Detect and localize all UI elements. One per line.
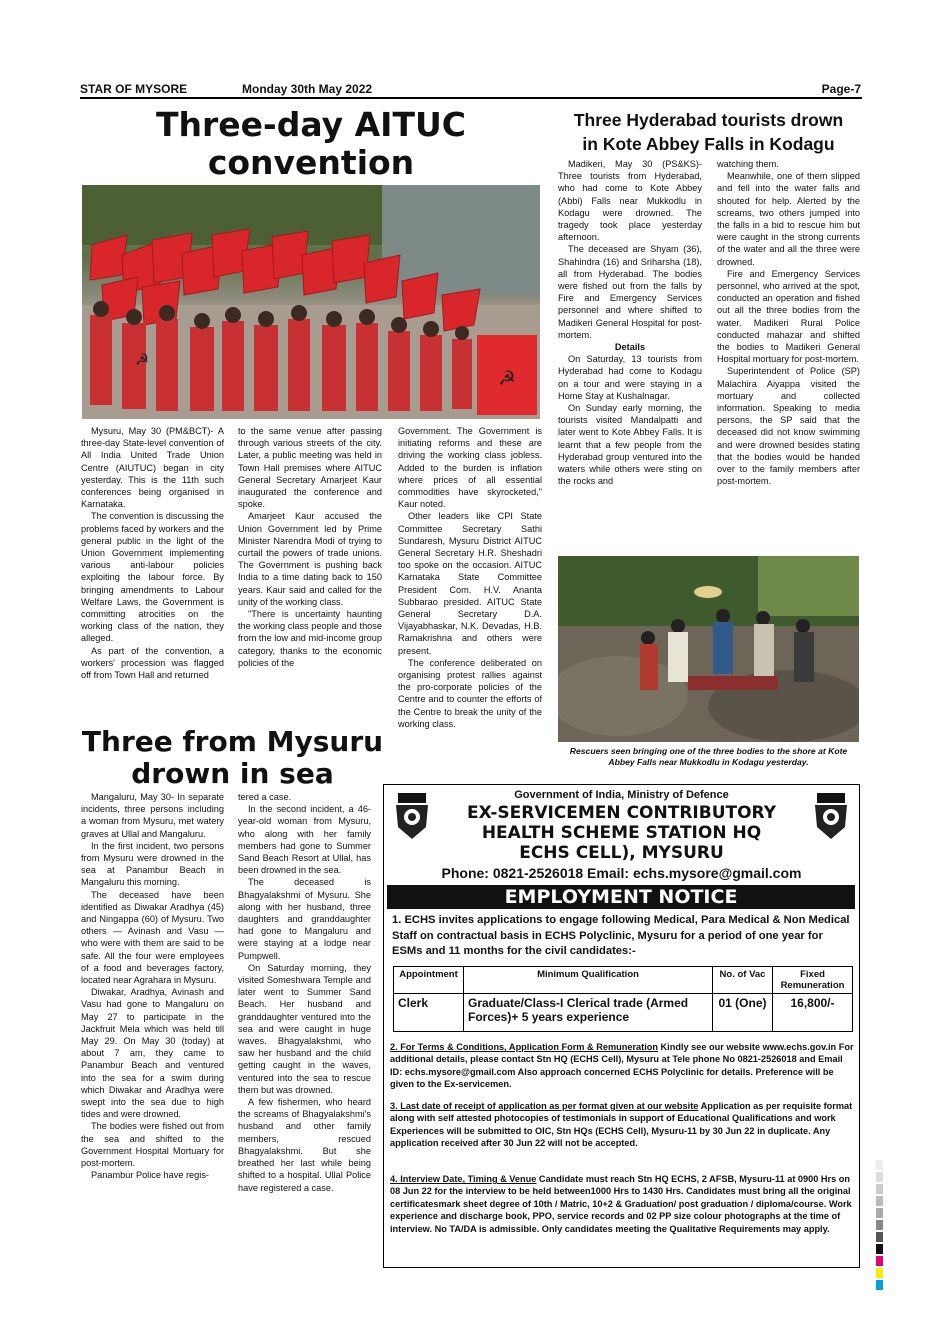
rescue-photo-caption <box>558 746 859 768</box>
article2-paragraph: The deceased is Bhagyalakshmi of Mysuru. She along with her husband, three daughters and granddaughter had gone to Mangaluru and were staying at a lodge near Pumpwell. <box>238 877 371 961</box>
article1-paragraph: Mysuru, May 30 (PM&BCT)- A three-day State-level convention of All India United Trade Union Centre (AIUTUC) began in city yesterday. This is the 11th such conferences being organised in Karnataka. <box>81 426 224 510</box>
procession-illustration <box>82 185 540 419</box>
article1-paragraph: The convention is discussing the problems faced by workers and the general public in the light of the Union Government implementing various anti-labour policies exploiting the labour force. By bringing amendments to Labour Welfare Laws, the Government is committing atrocities on the working class of the nation, they alleged. <box>81 511 224 644</box>
svg-text:☭: ☭ <box>134 352 150 369</box>
ad-point-text: Kindly see our website www.echs.gov.in For additional details, please contact Stn HQ (ECHS Cell), Mysuru at Tele phone No 0821-2526018 and Email ID: echs.mysore@gmail.com Also approach concerned ECHS Polyclinic for details. Preference will be given to the Ex-servicemen. <box>390 1042 854 1090</box>
article2-paragraph: In the first incident, two persons from Mysuru were drowned in the sea at Panambur Beach in Mangaluru this morning. <box>81 840 224 888</box>
article3-paragraph: On Saturday, 13 tourists from Hyderabad had come to Kodagu on a tour and were staying in a Home Stay at Kushalnagar. <box>558 354 702 401</box>
article2-headline-line1: Three from Mysuru <box>81 725 384 758</box>
article3-headline-line2: in Kote Abbey Falls in Kodagu <box>582 134 835 154</box>
newspaper-name: STAR OF MYSORE <box>80 82 188 96</box>
article1-column3 <box>398 425 542 777</box>
registration-mark <box>876 1280 883 1290</box>
article1-paragraph: Government. The Government is initiating reforms and these are driving the working class jobless. Added to the burden is inflation where prices of all essential commodities have skyrocketed," Kaur noted. <box>398 426 542 510</box>
header-rule <box>80 97 862 99</box>
article3-column1 <box>558 158 702 550</box>
caption-line: Abbey Falls near Mukkodlu in Kodagu yesterday. <box>608 757 809 767</box>
ad-point-4 <box>390 1173 854 1235</box>
article2-headline <box>80 726 385 790</box>
article3-subhead: Details <box>614 342 646 353</box>
ad-point-lead: 2. For Terms & Conditions, Application Form & Remuneration <box>390 1042 658 1052</box>
ad-title <box>384 803 859 863</box>
registration-mark <box>876 1160 883 1170</box>
article1-column1 <box>81 425 224 721</box>
article2-paragraph: tered a case. <box>238 792 292 802</box>
article2-column1 <box>81 791 224 1269</box>
registration-mark <box>876 1184 883 1194</box>
article1-paragraph: Amarjeet Kaur accused the Union Government led by Prime Minister Narendra Modi of trying to curtail the powers of trade unions. The Government is pushing back India to a time dating back to 150 years. Kaur said and called for the unity of the working class. <box>238 511 382 607</box>
registration-mark <box>876 1268 883 1278</box>
table-cell: 01 (One) <box>713 994 773 1032</box>
article1-paragraph: As part of the convention, a workers' procession was flagged off from Town Hall and returned <box>81 645 224 681</box>
ad-point-lead: 4. Interview Date, Timing & Venue <box>390 1174 537 1184</box>
table-header: No. of Vac <box>713 967 773 994</box>
ad-point-2 <box>390 1041 854 1091</box>
article2-paragraph: Panambur Police have regis- <box>91 1170 209 1181</box>
rescue-illustration <box>558 556 859 742</box>
article2-headline-line2: drown in sea <box>131 757 334 790</box>
ad-org: Government of India, Ministry of Defence <box>514 789 729 801</box>
ad-intro: 1. ECHS invites applications to engage following Medical, Para Medical & Non Medical Staff on contractual basis in ECHS Polyclinic, Mysuru for a period of one year for ESMs and 11 months for the civil candidates:- <box>392 914 850 957</box>
ad-point-text: Candidate must reach Stn HQ ECHS, 2 AFSB, Mysuru-11 at 0900 Hrs on 08 Jun 22 for the interview to be held between1000 Hrs to 1430 Hrs. Candidates must bring all the original certificatesmark sheet degree of 10th / Matric, 10+2 & Graduation/ post graduation / diploma/course. Work experience and discharge book, PPO, service records and 02 PP size colour photographs at the time of interview. No TA/DA is admissible. Only candidates meeting the Qualitative Requirements may apply. <box>390 1174 852 1234</box>
registration-mark <box>876 1244 883 1254</box>
registration-mark <box>876 1220 883 1230</box>
article3-paragraph: The deceased are Shyam (36), Shahindra (16) and Sriharsha (18), all from Hyderabad. The bodies were fished out from the falls by Fire and Emergency Services personnel and where shifted to Madikeri General Hospital for post-mortem. <box>558 244 702 340</box>
article3-column2 <box>717 158 860 550</box>
article3-paragraph: Superintendent of Police (SP) Malachira Aiyappa visited the mortuary and collected information. Speaking to media persons, the SP said that the deceased did not know swimming and were drowned besides stating that the bodies would be handed over to the family members after post-mortem. <box>717 366 860 487</box>
registration-mark <box>876 1172 883 1182</box>
registration-mark <box>876 1208 883 1218</box>
article3-paragraph: On Sunday early morning, the tourists visited Mandalpatti and later went to Kote Abbey Falls. It is learnt that a few people from the Hyderabad group ventured into the waters while others were sting on the rocks and <box>558 403 702 487</box>
article1-headline-line1: Three-day AITUC convention <box>156 105 466 182</box>
article2-paragraph: Mangaluru, May 30- In separate incidents, three persons including a woman from Mysuru, met watery graves at Ullal and Mangaluru. <box>81 792 224 839</box>
article2-paragraph: A few fishermen, who heard the screams of Bhagyalakshmi's husband and other family members, rescued Bhagyalakshmi. But she breathed her last while being shifted to a hospital. Ullal Police have registered a case. <box>238 1097 371 1193</box>
rescue-photo <box>558 556 859 742</box>
article2-paragraph: The deceased have been identified as Diwakar Aradhya (45) and Ningappa (60) of Mysuru. Two others — Avinash and Vasu — who were with them are said to be safe. All the four were employees of a food and beverages factory, located near Agrahara in Mysuru. <box>81 889 224 986</box>
article3-headline-line1: Three Hyderabad tourists drown <box>573 110 844 130</box>
article3-headline <box>555 108 862 156</box>
article3-paragraph: Meanwhile, one of them slipped and fell into the water falls and shouted for help. Alerted by the screams, two others jumped into the falls in a bid to rescue him but were caught in the strong currents of the water and all the three were drowned. <box>717 171 860 267</box>
article2-paragraph: In the second incident, a 46-year-old woman from Mysuru, who along with her family members had gone to Summer Sand Beach Resort at Ullal, has been drowned in the sea. <box>238 804 371 876</box>
ad-title-line: ECHS CELL), MYSURU <box>519 843 724 863</box>
article2-paragraph: On Saturday morning, they visited Someshwara Temple and later went to Summer Sand Beach. Her husband and granddaughter ventured into the sea and were caught in huge waves. Bhagyalakshmi, who saw her husband and the child getting caught in the waves, ventured into the sea to rescue them but was drowned. <box>238 962 371 1095</box>
article3-paragraph: Fire and Emergency Services personnel, who arrived at the spot, conducted an operation and fished out all the three bodies from the water. Madikeri Rural Police conducted mahazar and shifted the bodies to Madikeri General Hospital mortuary for post-mortem. <box>717 268 860 365</box>
article1-paragraph: to the same venue after passing through various streets of the city. Later, a public meeting was held in Town Hall premises where AITUC General Secretary Amarjeet Kaur inaugurated the conference and spoke. <box>238 426 382 510</box>
table-header: Fixed Remuneration <box>773 967 853 994</box>
article2-column2 <box>238 791 371 1269</box>
article2-paragraph: The bodies were fished out from the sea and shifted to the Government Hospital Mortuary for post-mortem. <box>81 1121 224 1169</box>
table-cell: Clerk <box>394 994 464 1032</box>
article1-paragraph: "There is uncertainty haunting the working class people and those from the low and mid-income group category, thanks to the economic policies of the <box>238 609 382 668</box>
ad-point-text: Application as per requisite format along with self attested photocopies of testimonials in support of Educational Qualifications and work Experiences will be submitted to OIC, Stn HQs (ECHS Cell), Mysuru-11 by 30 Jun 22 in duplicate. Any application received after 30 Jun 22 will not be accepted. <box>390 1101 853 1149</box>
article3-paragraph: Madikeri, May 30 (PS&KS)- Three tourists from Hyderabad, who had come to Kote Abbey (Abbi) Falls near Mukkodlu in Kodagu were drowned. The tragedy took place yesterday afternoon. <box>558 159 702 243</box>
ad-title-line: HEALTH SCHEME STATION HQ <box>481 823 762 843</box>
ad-banner: EMPLOYMENT NOTICE <box>387 885 855 909</box>
ad-contact: Phone: 0821-2526018 Email: echs.mysore@gmail.com <box>441 865 802 881</box>
table-row <box>394 994 853 1032</box>
caption-line: Rescuers seen bringing one of the three bodies to the shore at Kote <box>569 746 848 756</box>
table-cell: 16,800/- <box>773 994 853 1032</box>
registration-mark <box>876 1256 883 1266</box>
issue-date: Monday 30th May 2022 <box>242 82 373 96</box>
svg-text:☭: ☭ <box>498 368 516 390</box>
page-number: Page-7 <box>821 82 861 96</box>
vacancy-table <box>393 966 853 1032</box>
ad-title-line: EX-SERVICEMEN CONTRIBUTORY <box>466 803 777 823</box>
registration-mark <box>876 1232 883 1242</box>
table-header: Minimum Qualification <box>464 967 713 994</box>
article1-paragraph: The conference deliberated on organising protest rallies against the pro-corporate policies of the Centre and to counter the efforts of the Centre to break the unity of the working class. <box>398 657 542 729</box>
procession-photo <box>82 185 540 419</box>
article3-paragraph: watching them. <box>717 159 779 169</box>
registration-mark <box>876 1196 883 1206</box>
ad-point-lead: 3. Last date of receipt of application as per format given at our website <box>390 1101 699 1111</box>
article2-paragraph: Diwakar, Aradhya, Avinash and Vasu had gone to Mangaluru on May 27 to participate in the Jackfruit Mela which was held till May 29. On May 30 (today) at about 7 am, they came to Panambur Beach and ventured into the sea for a swim during which Diwakar and Aradhya were swept into the sea due to high tides and were drowned. <box>81 987 224 1120</box>
ad-point-3 <box>390 1100 854 1150</box>
article1-column2 <box>238 425 382 721</box>
article1-paragraph: Other leaders like CPI State Committee Secretary Sathi Sundaresh, Mysuru District AITUC General Secretary H.R. Sheshadri too spoke on the occasion. AITUC Karnataka State Committee President Com. H.V. Ananta Subbarao presided. AITUC State General Secretary D.A. Vijayabhaskar, N.K. Devadas, H.B. Ramakrishna and others were present. <box>398 511 542 656</box>
table-header: Appointment <box>394 967 464 994</box>
echs-employment-ad <box>383 784 860 1268</box>
table-cell: Graduate/Class-I Clerical trade (Armed Forces)+ 5 years experience <box>464 994 713 1032</box>
